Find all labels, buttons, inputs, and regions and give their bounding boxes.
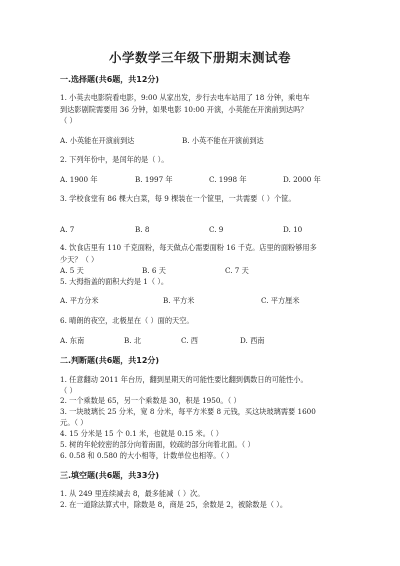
judgement-1-line-2: （ ） xyxy=(60,386,77,395)
section-heading-choice: 一.选择题(共6题，共12分) xyxy=(60,75,160,84)
question-5-option-a: A. 平方分米 xyxy=(60,296,99,305)
question-4-option-c: C. 7 天 xyxy=(225,266,249,275)
question-4-line-1: 4. 饮食店里有 110 千克面粉，每天做点心需要面粉 16 千克。店里的面粉够用多 xyxy=(60,243,317,252)
question-3-stem: 3. 学校食堂有 86 棵大白菜，每 9 棵装在一个筐里，一共需要（ ）个筐。 xyxy=(60,194,296,203)
question-3-option-b: B. 8 xyxy=(135,225,150,234)
section-heading-judgement: 二.判断题(共6题，共12分) xyxy=(60,356,160,365)
page-title: 小学数学三年级下册期末测试卷 xyxy=(108,50,291,65)
fill-blank-1: 1. 从 249 里连续减去 8，最多能减（ ）次。 xyxy=(60,489,205,498)
question-4-line-2: 少天？（ ） xyxy=(60,255,99,264)
question-4-option-b: B. 6 天 xyxy=(142,266,166,275)
question-6-option-d: D. 西南 xyxy=(240,336,265,345)
question-2-option-d: D. 2000 年 xyxy=(283,175,321,184)
question-6-option-c: C. 西 xyxy=(181,336,198,345)
judgement-3-line-1: 3. 一块玻璃长 25 分米，宽 8 分米，每平方米要 8 元钱，买这块玻璃需要 1600 xyxy=(60,407,316,416)
question-6-stem: 6. 晴朗的夜空，北极星在（ ）面的天空。 xyxy=(60,316,194,325)
question-1-option-b: B. 小英不能在开演前到达 xyxy=(182,136,264,145)
question-1-line-2: 到达影剧院需要用 36 分钟，如果电影 10:00 开演，小英能在开演前到达吗？ xyxy=(60,105,308,114)
question-1-line-3: （ ） xyxy=(60,116,77,125)
question-5-stem: 5. 大拇指盖的面积大约是 1（ ）。 xyxy=(60,277,169,286)
question-4-option-a: A. 5 天 xyxy=(60,266,84,275)
question-6-option-b: B. 北 xyxy=(124,336,142,345)
fill-blank-2: 2. 在一道除法算式中，除数是 8，商是 25，余数是 2，被除数是（ ）。 xyxy=(60,500,288,509)
judgement-4: 4. 15 分米是 15 个 0.1 米，也就是 0.15 米。（ ） xyxy=(60,429,223,438)
question-1-line-1: 1. 小英去电影院看电影，9:00 从家出发，步行去电车站用了 18 分钟，乘电车 xyxy=(60,93,310,102)
section-heading-fill-blank: 三.填空题(共6题，共33分) xyxy=(60,471,160,480)
question-5-option-c: C. 平方厘米 xyxy=(261,296,300,305)
question-2-stem: 2. 下列年份中，是闰年的是（ ）。 xyxy=(60,155,169,164)
question-2-option-b: B. 1997 年 xyxy=(135,175,173,184)
judgement-6: 6. 0.58 和 0.580 的大小相等，计数单位也相等。（ ） xyxy=(60,451,234,460)
question-3-option-d: D. 10 xyxy=(283,225,303,234)
judgement-1-line-1: 1. 任意翻动 2011 年台历，翻到星期天的可能性要比翻到偶数日的可能性小。 xyxy=(60,375,308,384)
judgement-3-line-2: 元。（ ） xyxy=(60,418,88,427)
question-1-option-a: A. 小英能在开演前到达 xyxy=(60,136,135,145)
judgement-5: 5. 树的年轮较密的部分向着南面，较疏的部分向着北面。（ ） xyxy=(60,440,255,449)
judgement-2: 2. 一个乘数是 65，另一个乘数是 30，积是 1950。（ ） xyxy=(60,396,241,405)
question-3-option-c: C. 9 xyxy=(209,225,224,234)
question-6-option-a: A. 东南 xyxy=(60,336,85,345)
question-2-option-a: A. 1900 年 xyxy=(60,175,98,184)
question-5-option-b: B. 平方米 xyxy=(163,296,195,305)
question-3-option-a: A. 7 xyxy=(60,225,75,234)
question-2-option-c: C. 1998 年 xyxy=(209,175,247,184)
